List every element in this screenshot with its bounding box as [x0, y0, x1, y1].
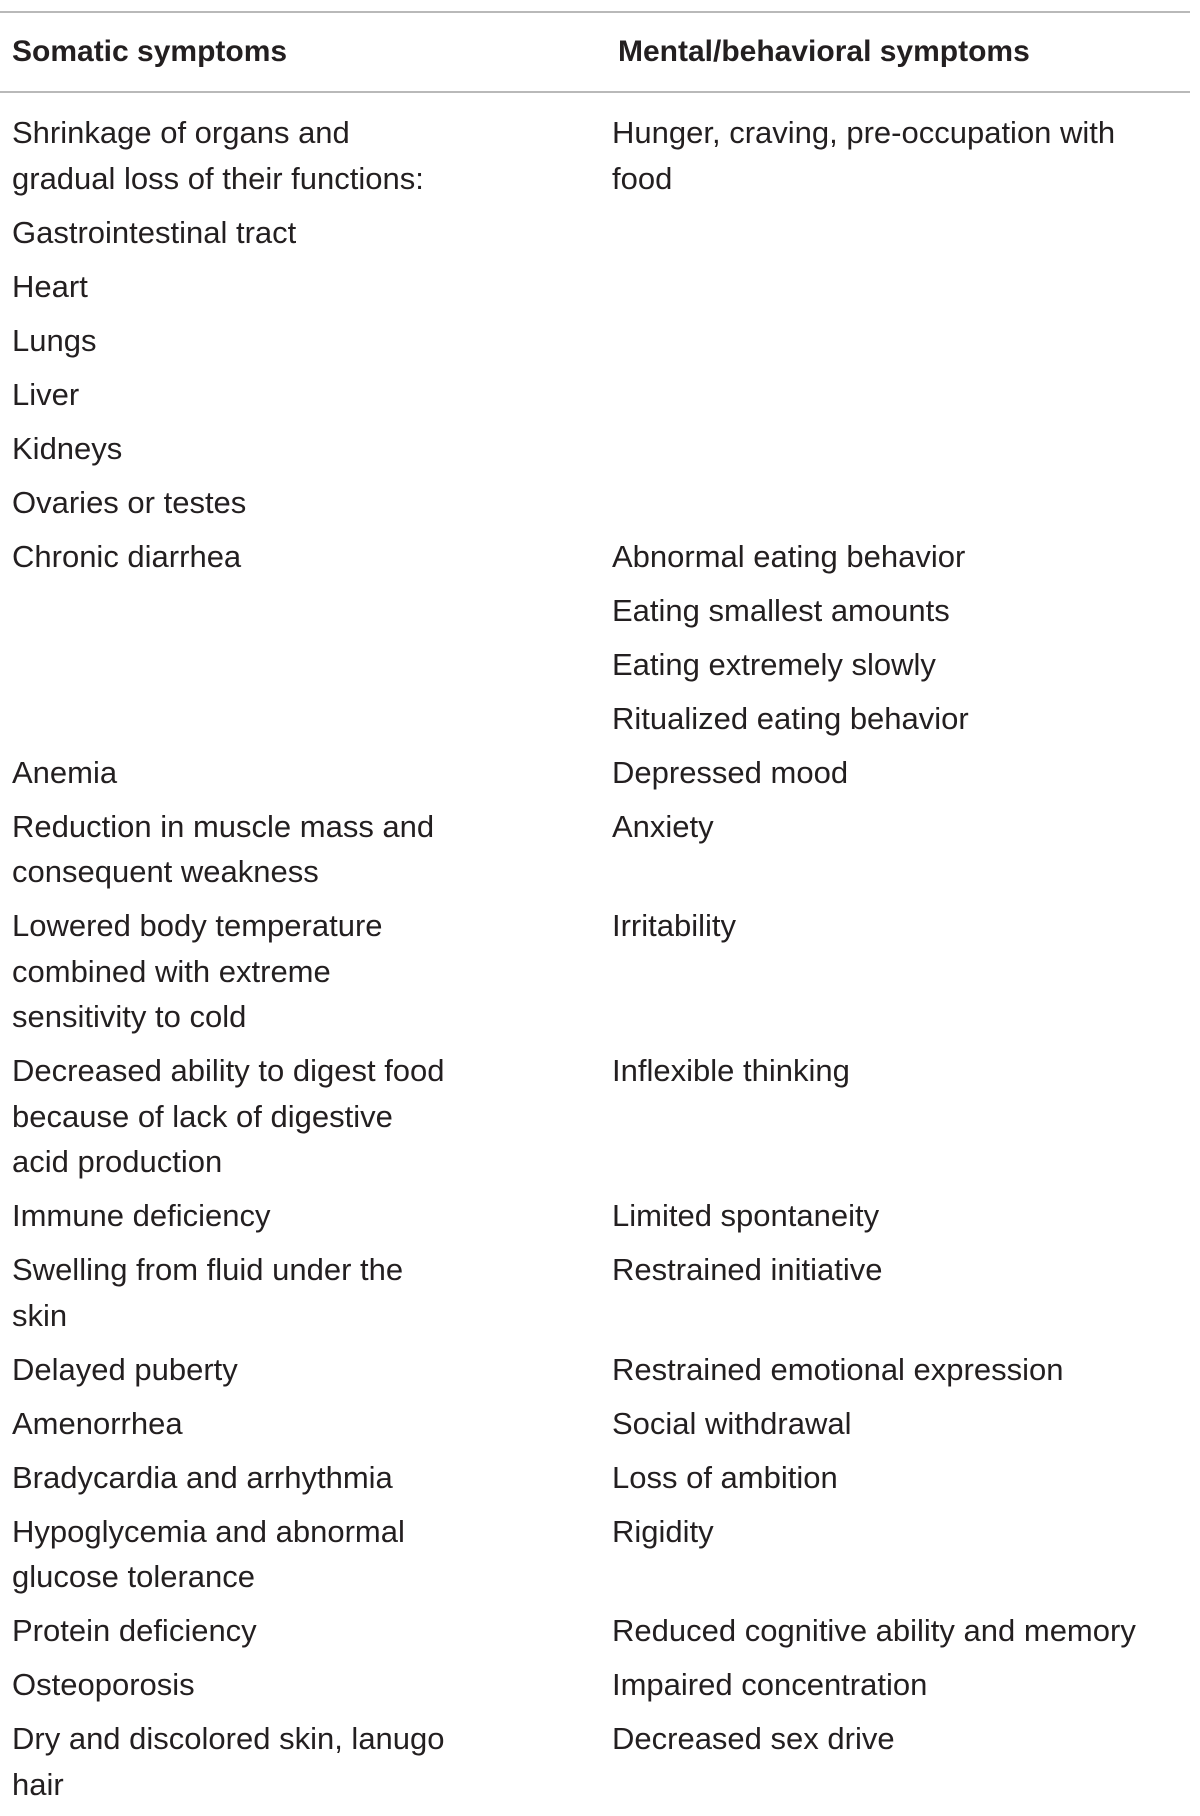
somatic-symptom-cell: Delayed puberty — [12, 1351, 238, 1387]
table-row — [0, 110, 1190, 210]
table-row — [0, 696, 1190, 750]
somatic-symptom-cell: Chronic diarrhea — [12, 538, 242, 574]
somatic-symptom-cell: Shrinkage of organs and gradual loss of their functions: — [12, 115, 424, 196]
somatic-symptom-cell: Hypoglycemia and abnormal glucose tolerance — [12, 1513, 405, 1594]
somatic-symptom-cell: Heart — [12, 268, 88, 304]
mental-symptom-cell: Restrained initiative — [612, 1252, 883, 1287]
mental-symptom-cell — [606, 426, 1190, 480]
table-row — [0, 903, 1190, 1048]
somatic-symptom-cell: Gastrointestinal tract — [12, 214, 297, 250]
mental-symptom-cell: Eating smallest amounts — [612, 592, 950, 628]
table-row — [0, 750, 1190, 804]
table-row — [0, 480, 1190, 534]
somatic-symptom-cell: Bradycardia and arrhythmia — [12, 1459, 393, 1495]
mental-symptom-cell: Loss of ambition — [612, 1459, 838, 1495]
mental-symptom-cell: Depressed mood — [612, 754, 849, 790]
table-row — [0, 1347, 1190, 1401]
mental-symptom-cell: Decreased sex drive — [612, 1721, 895, 1756]
table-row — [0, 804, 1190, 904]
somatic-symptom-cell — [0, 588, 606, 642]
somatic-symptom-cell: Immune deficiency — [12, 1198, 271, 1233]
mental-symptom-cell: Anxiety — [612, 808, 714, 844]
mental-symptom-cell: Ritualized eating behavior — [612, 700, 969, 736]
mental-symptom-cell: Limited spontaneity — [612, 1198, 880, 1233]
table-row — [0, 372, 1190, 426]
somatic-symptom-cell: Decreased ability to digest food because of lack of digestive acid production — [12, 1053, 445, 1179]
mental-symptom-cell: Restrained emotional expression — [612, 1351, 1064, 1387]
mental-symptom-cell: Abnormal eating behavior — [612, 538, 966, 574]
table-row — [0, 588, 1190, 642]
header-somatic-symptoms: Somatic symptoms — [12, 35, 288, 68]
somatic-symptom-cell — [0, 642, 606, 696]
mental-symptom-cell — [606, 210, 1190, 264]
mental-symptom-cell — [606, 480, 1190, 534]
somatic-symptom-cell: Lungs — [12, 322, 97, 358]
somatic-symptom-cell — [0, 696, 606, 750]
table-row — [0, 1662, 1190, 1716]
somatic-symptom-cell: Swelling from fluid under the skin — [12, 1252, 404, 1333]
mental-symptom-cell — [606, 318, 1190, 372]
mental-symptom-cell: Reduced cognitive ability and memory — [612, 1613, 1136, 1648]
table-row — [0, 1401, 1190, 1455]
somatic-symptom-cell: Liver — [12, 376, 80, 412]
header-mental-behavioral-symptoms: Mental/behavioral symptoms — [618, 35, 1030, 68]
table-row — [0, 1716, 1190, 1816]
somatic-symptom-cell: Amenorrhea — [12, 1405, 183, 1441]
mental-symptom-cell: Social withdrawal — [612, 1405, 852, 1441]
mental-symptom-cell: Impaired concentration — [612, 1667, 928, 1702]
somatic-symptom-cell: Protein deficiency — [12, 1613, 257, 1648]
table-row — [0, 1509, 1190, 1609]
table-top-rule — [0, 11, 1190, 13]
somatic-symptom-cell: Osteoporosis — [12, 1667, 195, 1702]
table-row — [0, 1247, 1190, 1347]
mental-symptom-cell: Hunger, craving, pre-occupation with food — [612, 115, 1116, 196]
somatic-symptom-cell: Lowered body temperature combined with extreme sensitivity to cold — [12, 908, 383, 1034]
somatic-symptom-cell: Kidneys — [12, 430, 123, 466]
somatic-symptom-cell: Dry and discolored skin, lanugo hair — [12, 1721, 445, 1802]
mental-symptom-cell: Eating extremely slowly — [612, 646, 936, 682]
table-row — [0, 1193, 1190, 1247]
table-row — [0, 426, 1190, 480]
somatic-symptom-cell: Reduction in muscle mass and consequent weakness — [12, 808, 435, 889]
mental-symptom-cell — [606, 264, 1190, 318]
table-row — [0, 1455, 1190, 1509]
table-row — [0, 318, 1190, 372]
table-body — [0, 110, 1190, 1816]
table-row — [0, 642, 1190, 696]
mental-symptom-cell: Rigidity — [612, 1513, 714, 1549]
table-row — [0, 534, 1190, 588]
mental-symptom-cell — [606, 372, 1190, 426]
table-row — [0, 210, 1190, 264]
table-row — [0, 264, 1190, 318]
table-row — [0, 1048, 1190, 1193]
table-header-rule — [0, 91, 1190, 93]
table-header-row — [0, 30, 1190, 74]
table-row — [0, 1608, 1190, 1662]
somatic-symptom-cell: Ovaries or testes — [12, 484, 247, 520]
mental-symptom-cell: Irritability — [612, 908, 737, 943]
somatic-symptom-cell: Anemia — [12, 754, 118, 790]
mental-symptom-cell: Inflexible thinking — [612, 1053, 850, 1088]
